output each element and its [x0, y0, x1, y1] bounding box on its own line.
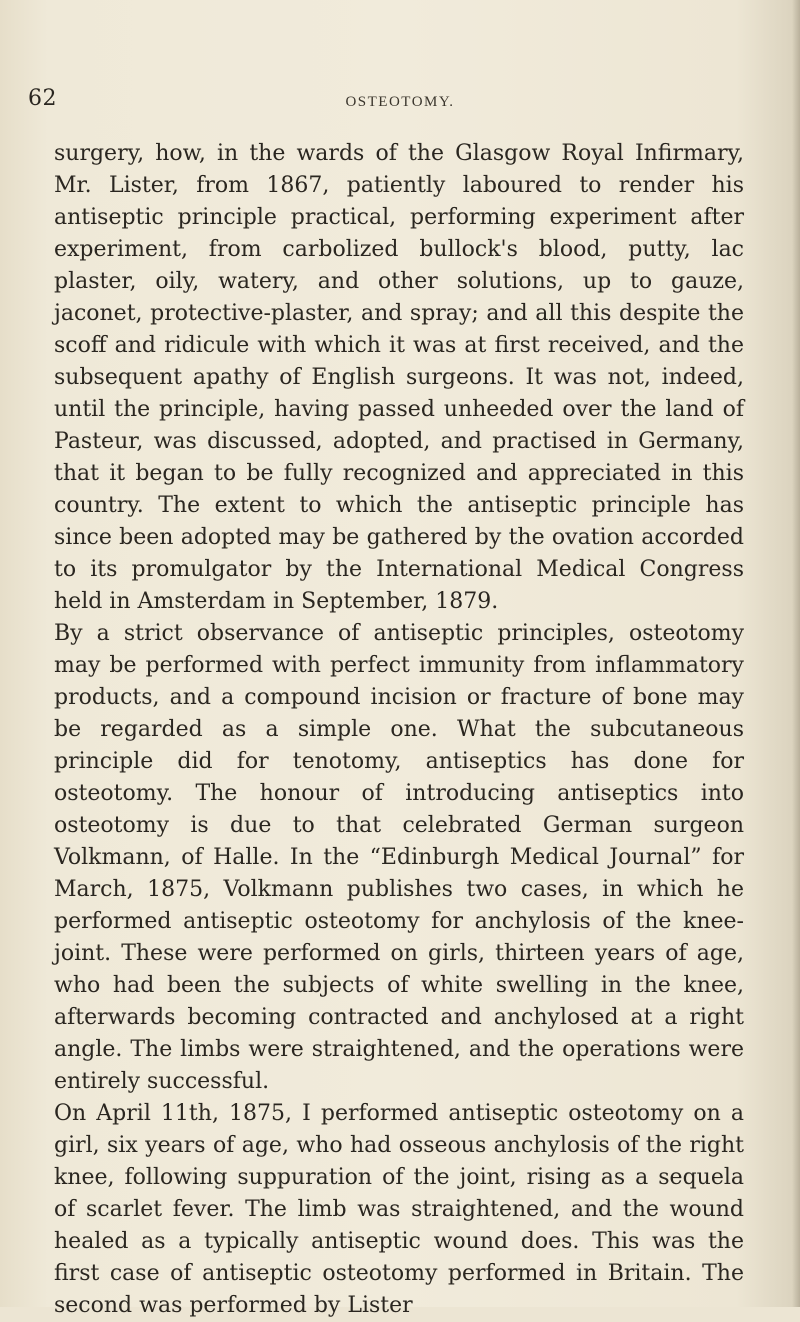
body-text: [54, 138, 744, 1322]
running-head-title: OSTEOTOMY.: [345, 94, 455, 110]
paragraph-2: By a strict observance of antiseptic principles, osteotomy may be performed with perfect immunity from inflammatory products, and a compound incision or fracture of bone may be regarded as a simple one. What the subcutaneous principle did for tenotomy, antiseptics has done for osteotomy. The honour of introducing antiseptics into osteotomy is due to that celebrated German surgeon Volkmann, of Halle. In the “Edinburgh Medical Journal” for March, 1875, Volkmann publishes two cases, in which he performed antiseptic osteotomy for anchylosis of the knee-joint. These were performed on girls, thirteen years of age, who had been the subjects of white swelling in the knee, afterwards becoming contracted and anchylosed at a right angle. The limbs were straightened, and the operations were entirely successful.: [54, 621, 744, 1094]
page-number: 62: [28, 86, 57, 111]
page-edge-shadow: [792, 0, 800, 1307]
paragraph-1: surgery, how, in the wards of the Glasgow Royal Infirmary, Mr. Lister, from 1867, patiently laboured to render his antiseptic principle practical, performing experiment after experiment, from carbolized bullock's blood, putty, lac plaster, oily, watery, and other solutions, up to gauze, jaconet, protective-plaster, and spray; and all this despite the scoff and ridicule with which it was at first received, and the subsequent apathy of English surgeons. It was not, indeed, until the principle, having passed unheeded over the land of Pasteur, was discussed, adopted, and practised in Germany, that it began to be fully recognized and appreciated in this country. The extent to which the antiseptic principle has since been adopted may be gathered by the ovation accorded to its promulgator by the International Medical Congress held in Amsterdam in September, 1879.: [54, 141, 744, 614]
paragraph-3: On April 11th, 1875, I performed antiseptic osteotomy on a girl, six years of age, who had osseous anchylosis of the right knee, following suppuration of the joint, rising as a sequela of scarlet fever. The limb was straightened, and the wound healed as a typically antiseptic wound does. This was the first case of antiseptic osteotomy performed in Britain. The second was performed by Lister: [54, 1101, 744, 1318]
